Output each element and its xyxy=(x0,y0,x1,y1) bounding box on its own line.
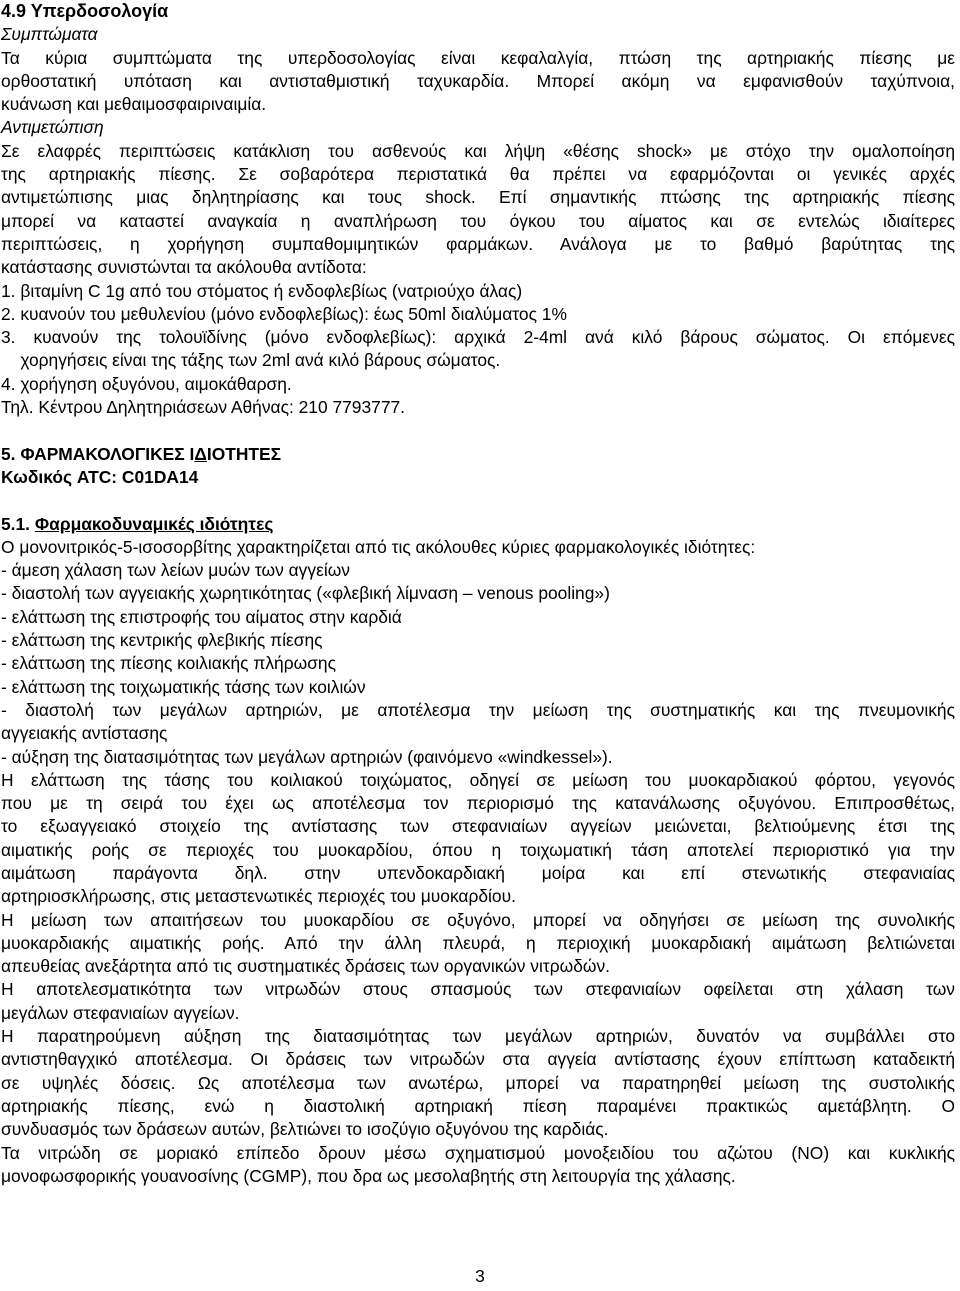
paragraph-line: μονοφωσφορικής γουανοσίνης (CGMP), που δρα ως μεσολαβητής στη λειτουργία της χάλασης. xyxy=(1,1165,736,1186)
paragraph-line: αιματικής ροής σε περιοχές του μυοκαρδίου, όπου η τοιχωματική τάση αποτελεί περιοριστικό για την xyxy=(1,839,955,860)
section-heading-pharmacological xyxy=(1,443,955,466)
atc-code: Κωδικός ATC: C01DA14 xyxy=(1,466,199,487)
antidote-item: 1. βιταμίνη C 1g από του στόματος ή ενδοφλεβίως (νατριούχο άλας) xyxy=(1,280,523,301)
paragraph-line: απευθείας ανεξάρτητα από τις συστηματικές δράσεις των οργανικών νιτρωδών. xyxy=(1,956,610,977)
list-item: - διαστολή των αγγειακής χωρητικότητας («φλεβική λίμναση – venous pooling») xyxy=(1,583,610,604)
paragraph-line: Η ελάττωση της τάσης του κοιλιακού τοιχώματος, οδηγεί σε μείωση του μυοκαρδιακού φόρτου, γεγονός xyxy=(1,769,955,790)
paragraph-line: Ο μονονιτρικός-5-ισοσορβίτης χαρακτηρίζεται από τις ακόλουθες κύριες φαρμακολογικές ιδιότητες: xyxy=(1,536,756,557)
document-page xyxy=(1,0,955,1188)
section-heading-part: ΙΟΤΗΤΕΣ xyxy=(206,443,282,464)
subsection-heading xyxy=(1,513,955,536)
paragraph-line: που με τη σειρά του έχει ως αποτέλεσμα τον περιορισμό της κατανάλωσης οξυγόνου. Επιπροσθέτως, xyxy=(1,793,955,814)
paragraph-line: μυοκαρδιακής αιματικής ροής. Από την άλλη πλευρά, η περιοχική μυοκαρδιακή αιμάτωση βελτιώνεται xyxy=(1,932,955,953)
section-heading-part: Δ xyxy=(194,443,207,464)
list-item: - αύξηση της διατασιμότητας των μεγάλων αρτηριών (φαινόμενο «windkessel»). xyxy=(1,746,613,767)
paragraph-line: Η μείωση των απαιτήσεων του μυοκαρδίου σε οξυγόνο, μπορεί να οδηγήσει σε μείωση της συνολικής xyxy=(1,909,955,930)
paragraph-line: Η αποτελεσματικότητα των νιτρωδών στους σπασμούς των στεφανιαίων οφείλεται στη χάλαση των xyxy=(1,979,955,1000)
paragraph-line: Σε ελαφρές περιπτώσεις κατάκλιση του ασθενούς και λήψη «θέσης shock» με στόχο την ομαλοποίηση xyxy=(1,140,955,161)
list-item: - ελάττωση της κεντρικής φλεβικής πίεσης xyxy=(1,630,323,651)
list-item-continuation: αγγειακής αντίστασης xyxy=(1,723,168,744)
paragraph-line: συνδυασμός των δράσεων αυτών, βελτιώνει το ισοζύγιο οξυγόνου της καρδιάς. xyxy=(1,1119,609,1140)
subsection-title: Φαρμακοδυναμικές ιδιότητες xyxy=(34,513,274,534)
antidote-item: 2. κυανούν του μεθυλενίου (μόνο ενδοφλεβίως): έως 50ml διαλύματος 1% xyxy=(1,303,567,324)
paragraph-line: αντιστηθαγχικό αποτέλεσμα. Οι δράσεις των νιτρωδών στα αγγεία αντίστασης έχουν επίπτωση καταδεικτή xyxy=(1,1049,955,1070)
paragraph-line: το εξωαγγειακό στοιχείο της αντίστασης των στεφανιαίων αγγείων μειώνεται, βελτιούμενης έτσι της xyxy=(1,816,955,837)
antidote-item-continuation: χορηγήσεις είναι της τάξης των 2ml ανά κιλό βάρους σώματος. xyxy=(1,350,501,371)
paragraph-line: αρτηριοσκλήρωσης, στις μεταστενωτικές περιοχές του μυοκαρδίου. xyxy=(1,886,516,907)
paragraph-line: αρτηριακής πίεσης, ενώ η διαστολική αρτηριακή πίεση παραμένει πρακτικώς αμετάβλητη. Ο xyxy=(1,1095,955,1116)
paragraph-line: αιμάτωση παράγοντα δηλ. στην υπενδοκαρδιακή μοίρα και επί στενωτικής στεφανιαίας xyxy=(1,862,955,883)
paragraph-line: ορθοστατική υπόταση και αντισταθμιστική ταχυκαρδία. Μπορεί ακόμη να εμφανισθούν ταχύπνοια, xyxy=(1,70,955,91)
paragraph-line: Τα νιτρώδη σε μοριακό επίπεδο δρουν μέσω σχηματισμού μονοξειδίου του αζώτου (NO) και κυκλικής xyxy=(1,1142,955,1163)
paragraph-line: Η παρατηρούμενη αύξηση της διατασιμότητας των μεγάλων αρτηριών, δυνατόν να συμβάλλει στο xyxy=(1,1026,955,1047)
list-item: - ελάττωση της πίεσης κοιλιακής πλήρωσης xyxy=(1,653,336,674)
section-title-overdose: 4.9 Υπερδοσολογία xyxy=(1,1,169,21)
paragraph-line: αντιμετώπισης μιας δηλητηρίασης και τους shock. Επί σημαντικής πτώσης της αρτηριακής πίεσης xyxy=(1,187,955,208)
paragraph-line: κατάστασης συνιστώνται τα ακόλουθα αντίδοτα: xyxy=(1,257,367,278)
list-item: - ελάττωση της επιστροφής του αίματος στην καρδιά xyxy=(1,606,402,627)
paragraph-line: της αρτηριακής πίεσης. Σε σοβαρότερα περιστατικά θα πρέπει να εφαρμόζονται οι γενικές αρχές xyxy=(1,164,955,185)
section-heading-part: 5. ΦΑΡΜΑΚΟΛΟΓΙΚΕΣ Ι xyxy=(1,443,195,464)
symptoms-heading: Συμπτώματα xyxy=(1,24,98,45)
list-item: - άμεση χάλαση των λείων μυών των αγγείων xyxy=(1,560,350,581)
list-item: - ελάττωση της τοιχωματικής τάσης των κοιλιών xyxy=(1,676,366,697)
paragraph-line: μεγάλων στεφανιαίων αγγείων. xyxy=(1,1002,240,1023)
poison-center-phone: Τηλ. Κέντρου Δηλητηριάσεων Αθήνας: 210 7793777. xyxy=(1,397,405,418)
page-number: 3 xyxy=(475,1266,485,1286)
paragraph-line: σε υψηλές δόσεις. Ως αποτέλεσμα των ανωτέρω, μπορεί να παρατηρηθεί μείωση της συστολικής xyxy=(1,1072,955,1093)
paragraph-line: περιπτώσεις, η χορήγηση συμπαθομιμητικών φαρμάκων. Ανάλογα με το βαθμό βαρύτητας της xyxy=(1,233,955,254)
list-item: - διαστολή των μεγάλων αρτηριών, με αποτέλεσμα την μείωση της συστηματικής και της πνευμονικής xyxy=(1,699,955,720)
paragraph-line: Τα κύρια συμπτώματα της υπερδοσολογίας είναι κεφαλαλγία, πτώση της αρτηριακής πίεσης με xyxy=(1,47,955,68)
antidote-item: 3. κυανούν της τολουϊδίνης (μόνο ενδοφλεβίως): αρχικά 2-4ml ανά κιλό βάρους σώματος. Οι επόμενες xyxy=(1,327,955,348)
subsection-number: 5.1. xyxy=(1,513,31,534)
paragraph-line: μπορεί να καταστεί αναγκαία η αναπλήρωση του όγκου του αίματος και σε εντελώς ιδιαίτερες xyxy=(1,210,955,231)
treatment-heading: Αντιμετώπιση xyxy=(1,117,104,138)
antidote-item: 4. χορήγηση οξυγόνου, αιμοκάθαρση. xyxy=(1,373,292,394)
paragraph-line: κυάνωση και μεθαιμοσφαιριναιμία. xyxy=(1,94,267,115)
